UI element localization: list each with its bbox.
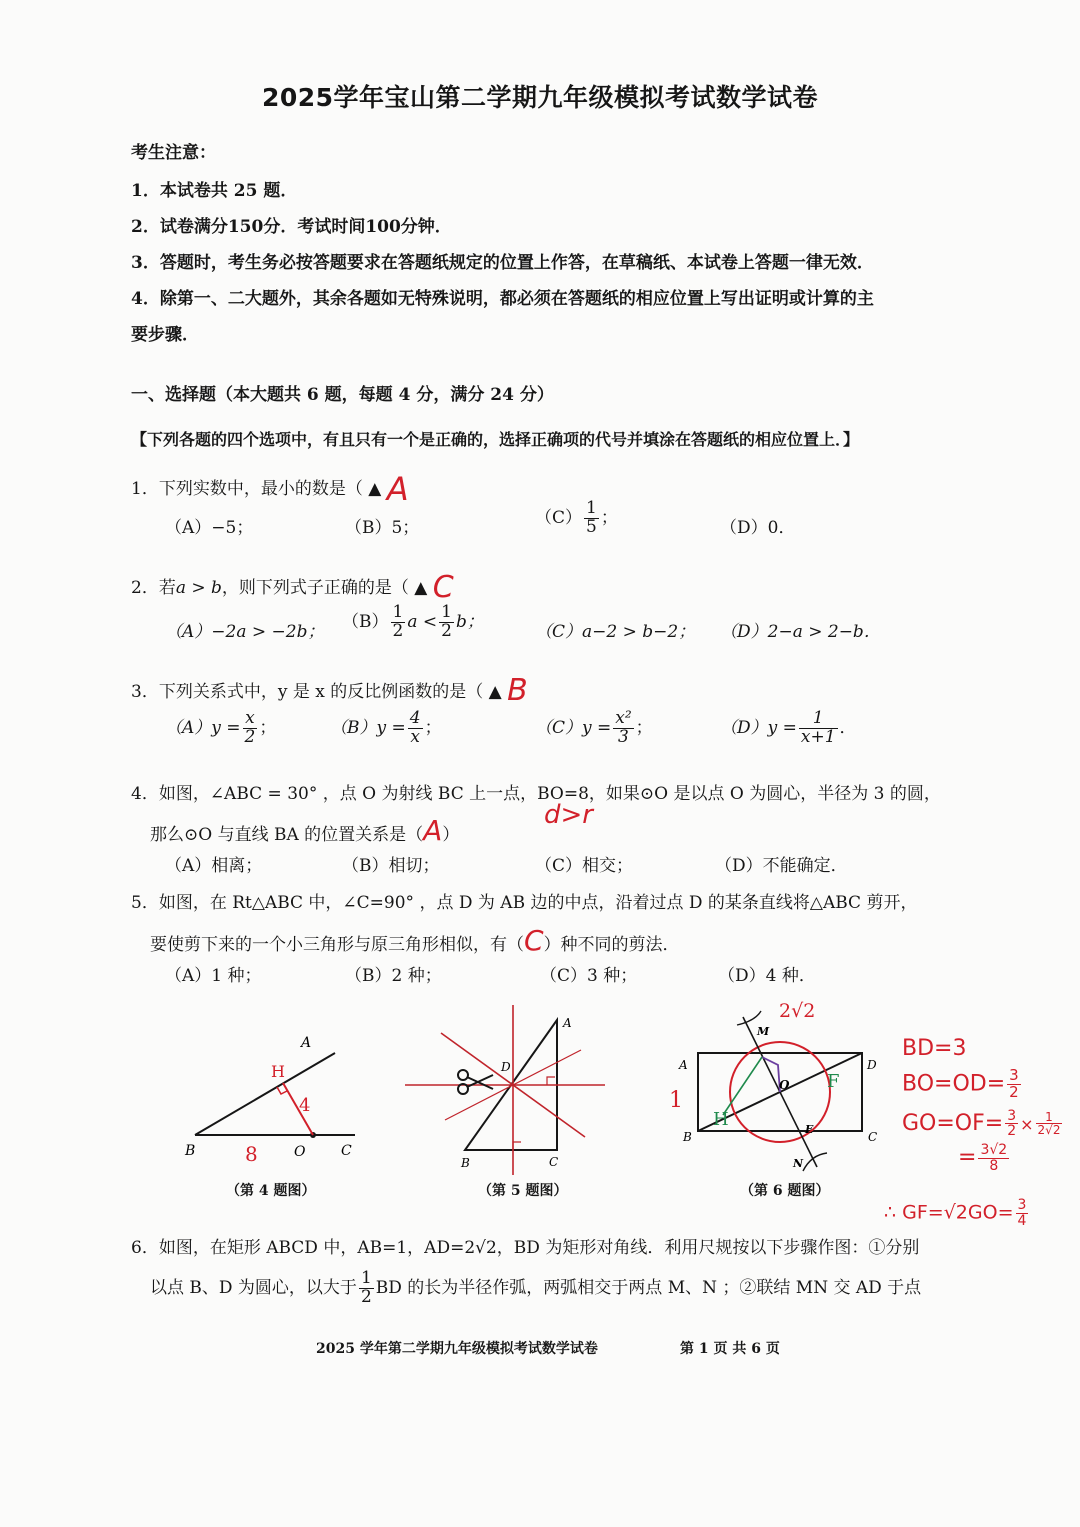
q4-line-1: 4．如图，∠ABC = 30° ，点 O 为射线 BC 上一点，BO=8，如果⊙O 是以点 O 为圆心，半径为 3 的圆，: [131, 784, 941, 804]
q4-option-d: （D）不能确定．: [715, 856, 848, 876]
q6-line-1: 6．如图，在矩形 ABCD 中，AB=1，AD=2√2，BD 为矩形对角线．利用尺规按以下步骤作图：①分别: [131, 1238, 920, 1258]
q4-handwritten-note: d>r: [544, 800, 593, 830]
notice-heading: 考生注意：: [131, 143, 216, 163]
handwritten-work: [902, 1038, 1064, 1173]
notice-item-4-cont: 要步骤．: [131, 325, 199, 345]
label-m: M: [757, 1025, 770, 1038]
q1-option-c: （C） $\frac{1}{5}$ ；: [535, 498, 618, 537]
q5-option-d: （D）4 种．: [718, 966, 816, 986]
ray-ba: [195, 1053, 335, 1135]
q2-stem: 2．若a > b，则下列式子正确的是（ ▲ C: [131, 570, 454, 605]
q2-option-a: （A）−2a > −2b；: [165, 622, 325, 642]
hand-label-h: H: [713, 1109, 729, 1130]
label-d: D: [867, 1058, 877, 1072]
label-b: B: [683, 1130, 692, 1144]
green-segment-h: [723, 1057, 762, 1115]
q2-option-c: （C）a−2 > b−2；: [535, 622, 696, 642]
footer-page-number: 第 1 页 共 6 页: [680, 1341, 780, 1357]
arc-m: [737, 1011, 761, 1025]
label-c: C: [341, 1143, 352, 1159]
q3-stem: 3．下列关系式中，y 是 x 的反比例函数的是（ ▲ B: [131, 673, 528, 708]
figure-6-caption: （第 6 题图）: [740, 1183, 830, 1199]
label-b: B: [461, 1156, 470, 1170]
scissors-icon: [458, 1070, 493, 1094]
q1-handwritten-answer: A: [386, 470, 409, 508]
section-instruction: 【下列各题的四个选项中，有且只有一个是正确的，选择正确项的代号并填涂在答题纸的相应位置上．】: [131, 430, 860, 449]
work-line-5: ∴ GF=√2GO= $\frac{3}{4}$: [884, 1197, 1027, 1229]
label-b: B: [185, 1143, 196, 1159]
figure-4: [175, 1025, 375, 1170]
footer-title: 2025 学年第二学期九年级模拟考试数学试卷: [316, 1341, 598, 1357]
label-a: A: [563, 1016, 572, 1030]
q4-option-a: （A）相离；: [165, 856, 263, 876]
q4-line-2: 那么⊙O 与直线 BA 的位置关系是（A）: [150, 814, 460, 847]
q5-option-a: （A）1 种；: [165, 966, 262, 986]
q5-option-c: （C）3 种；: [540, 966, 638, 986]
work-line-2: BO=OD= $\frac{3}{2}$: [902, 1066, 1019, 1101]
label-o: O: [294, 1144, 306, 1160]
label-o: O: [779, 1078, 790, 1092]
q3-handwritten-answer: B: [507, 673, 528, 708]
q4-option-b: （B）相切；: [342, 856, 440, 876]
page-title: 2025学年宝山第二学期九年级模拟考试数学试卷: [261, 83, 819, 112]
work-line-4: = $\frac{3√2}{8}$: [958, 1141, 1008, 1174]
q1-option-d: （D）0．: [720, 518, 796, 538]
hand-length-2root2: 2√2: [779, 1000, 816, 1022]
notice-item-1: 1．本试卷共 25 题．: [131, 181, 298, 201]
figure-6: [665, 995, 885, 1180]
q5-handwritten-answer: C: [524, 924, 544, 957]
label-a: A: [301, 1035, 312, 1051]
q3-option-d: （D）y = $\frac{1}{x+1}$ ．: [720, 708, 857, 747]
label-n: N: [793, 1157, 804, 1170]
right-angle-mark-2: [547, 1077, 555, 1085]
q2-handwritten-answer: C: [432, 570, 454, 605]
label-d: D: [501, 1060, 511, 1074]
q6-line-2: 以点 B、D 为圆心，以大于 $\frac{1}{2}$ BD 的长为半径作弧，两弧相交于两点 M、N ；②联结 MN 交 AD 于点: [150, 1268, 922, 1307]
section-heading: 一、选择题（本大题共 6 题，每题 4 分，满分 24 分）: [131, 385, 554, 405]
hand-length-8: 8: [245, 1142, 258, 1166]
work-line-3: GO=OF= $\frac{3}{2}$ × $\frac{1}{2√2}$: [902, 1107, 1061, 1140]
q4-handwritten-answer: A: [423, 814, 443, 847]
q1-option-a: （A）−5；: [165, 518, 254, 538]
label-c: C: [868, 1130, 878, 1144]
hand-label-f: F: [827, 1071, 840, 1092]
q1-option-b: （B）5；: [345, 518, 420, 538]
figure-5-caption: （第 5 题图）: [478, 1183, 568, 1199]
q4-option-c: （C）相交；: [535, 856, 634, 876]
notice-item-3: 3．答题时，考生务必按答题要求在答题纸规定的位置上作答，在草稿纸、本试卷上答题一律无效．: [131, 253, 874, 273]
q3-option-b: （B）y = $\frac{4}{x}$ ；: [330, 708, 442, 747]
label-c: C: [549, 1155, 559, 1169]
hand-length-4: 4: [299, 1095, 311, 1116]
work-line-1: BD=3: [902, 1036, 967, 1061]
notice-item-4: 4．除第一、二大题外，其余各题如无特殊说明，都必须在答题纸的相应位置上写出证明或计算的主: [131, 289, 874, 309]
q5-option-b: （B）2 种；: [345, 966, 442, 986]
label-e: E: [805, 1123, 814, 1136]
hand-length-1: 1: [669, 1088, 683, 1113]
notice-item-2: 2．试卷满分150分．考试时间100分钟．: [131, 217, 452, 237]
label-a: A: [679, 1058, 688, 1072]
q5-line-2: 要使剪下来的一个小三角形与原三角形相似，有（C）种不同的剪法．: [150, 924, 680, 957]
right-angle-mark: [513, 1142, 521, 1150]
figure-4-caption: （第 4 题图）: [226, 1183, 316, 1199]
q2-option-b: （B） $\frac{1}{2}$ a < $\frac{1}{2}$ b；: [342, 602, 484, 641]
q2-option-d: （D）2−a > 2−b．: [720, 622, 881, 642]
q1-stem: 1．下列实数中，最小的数是（ ▲ A: [131, 470, 409, 508]
q5-line-1: 5．如图，在 Rt△ABC 中，∠C=90° ，点 D 为 AB 边的中点，沿着过点 D 的某条直线将△ABC 剪开，: [131, 893, 918, 913]
hand-label-h: H: [271, 1062, 285, 1081]
figure-5: [405, 1005, 605, 1175]
q3-option-c: （C）y = $\frac{\text{x²}}{3}$ ；: [535, 708, 653, 747]
q3-option-a: （A）y = $\frac{x}{2}$ ；: [165, 708, 277, 747]
